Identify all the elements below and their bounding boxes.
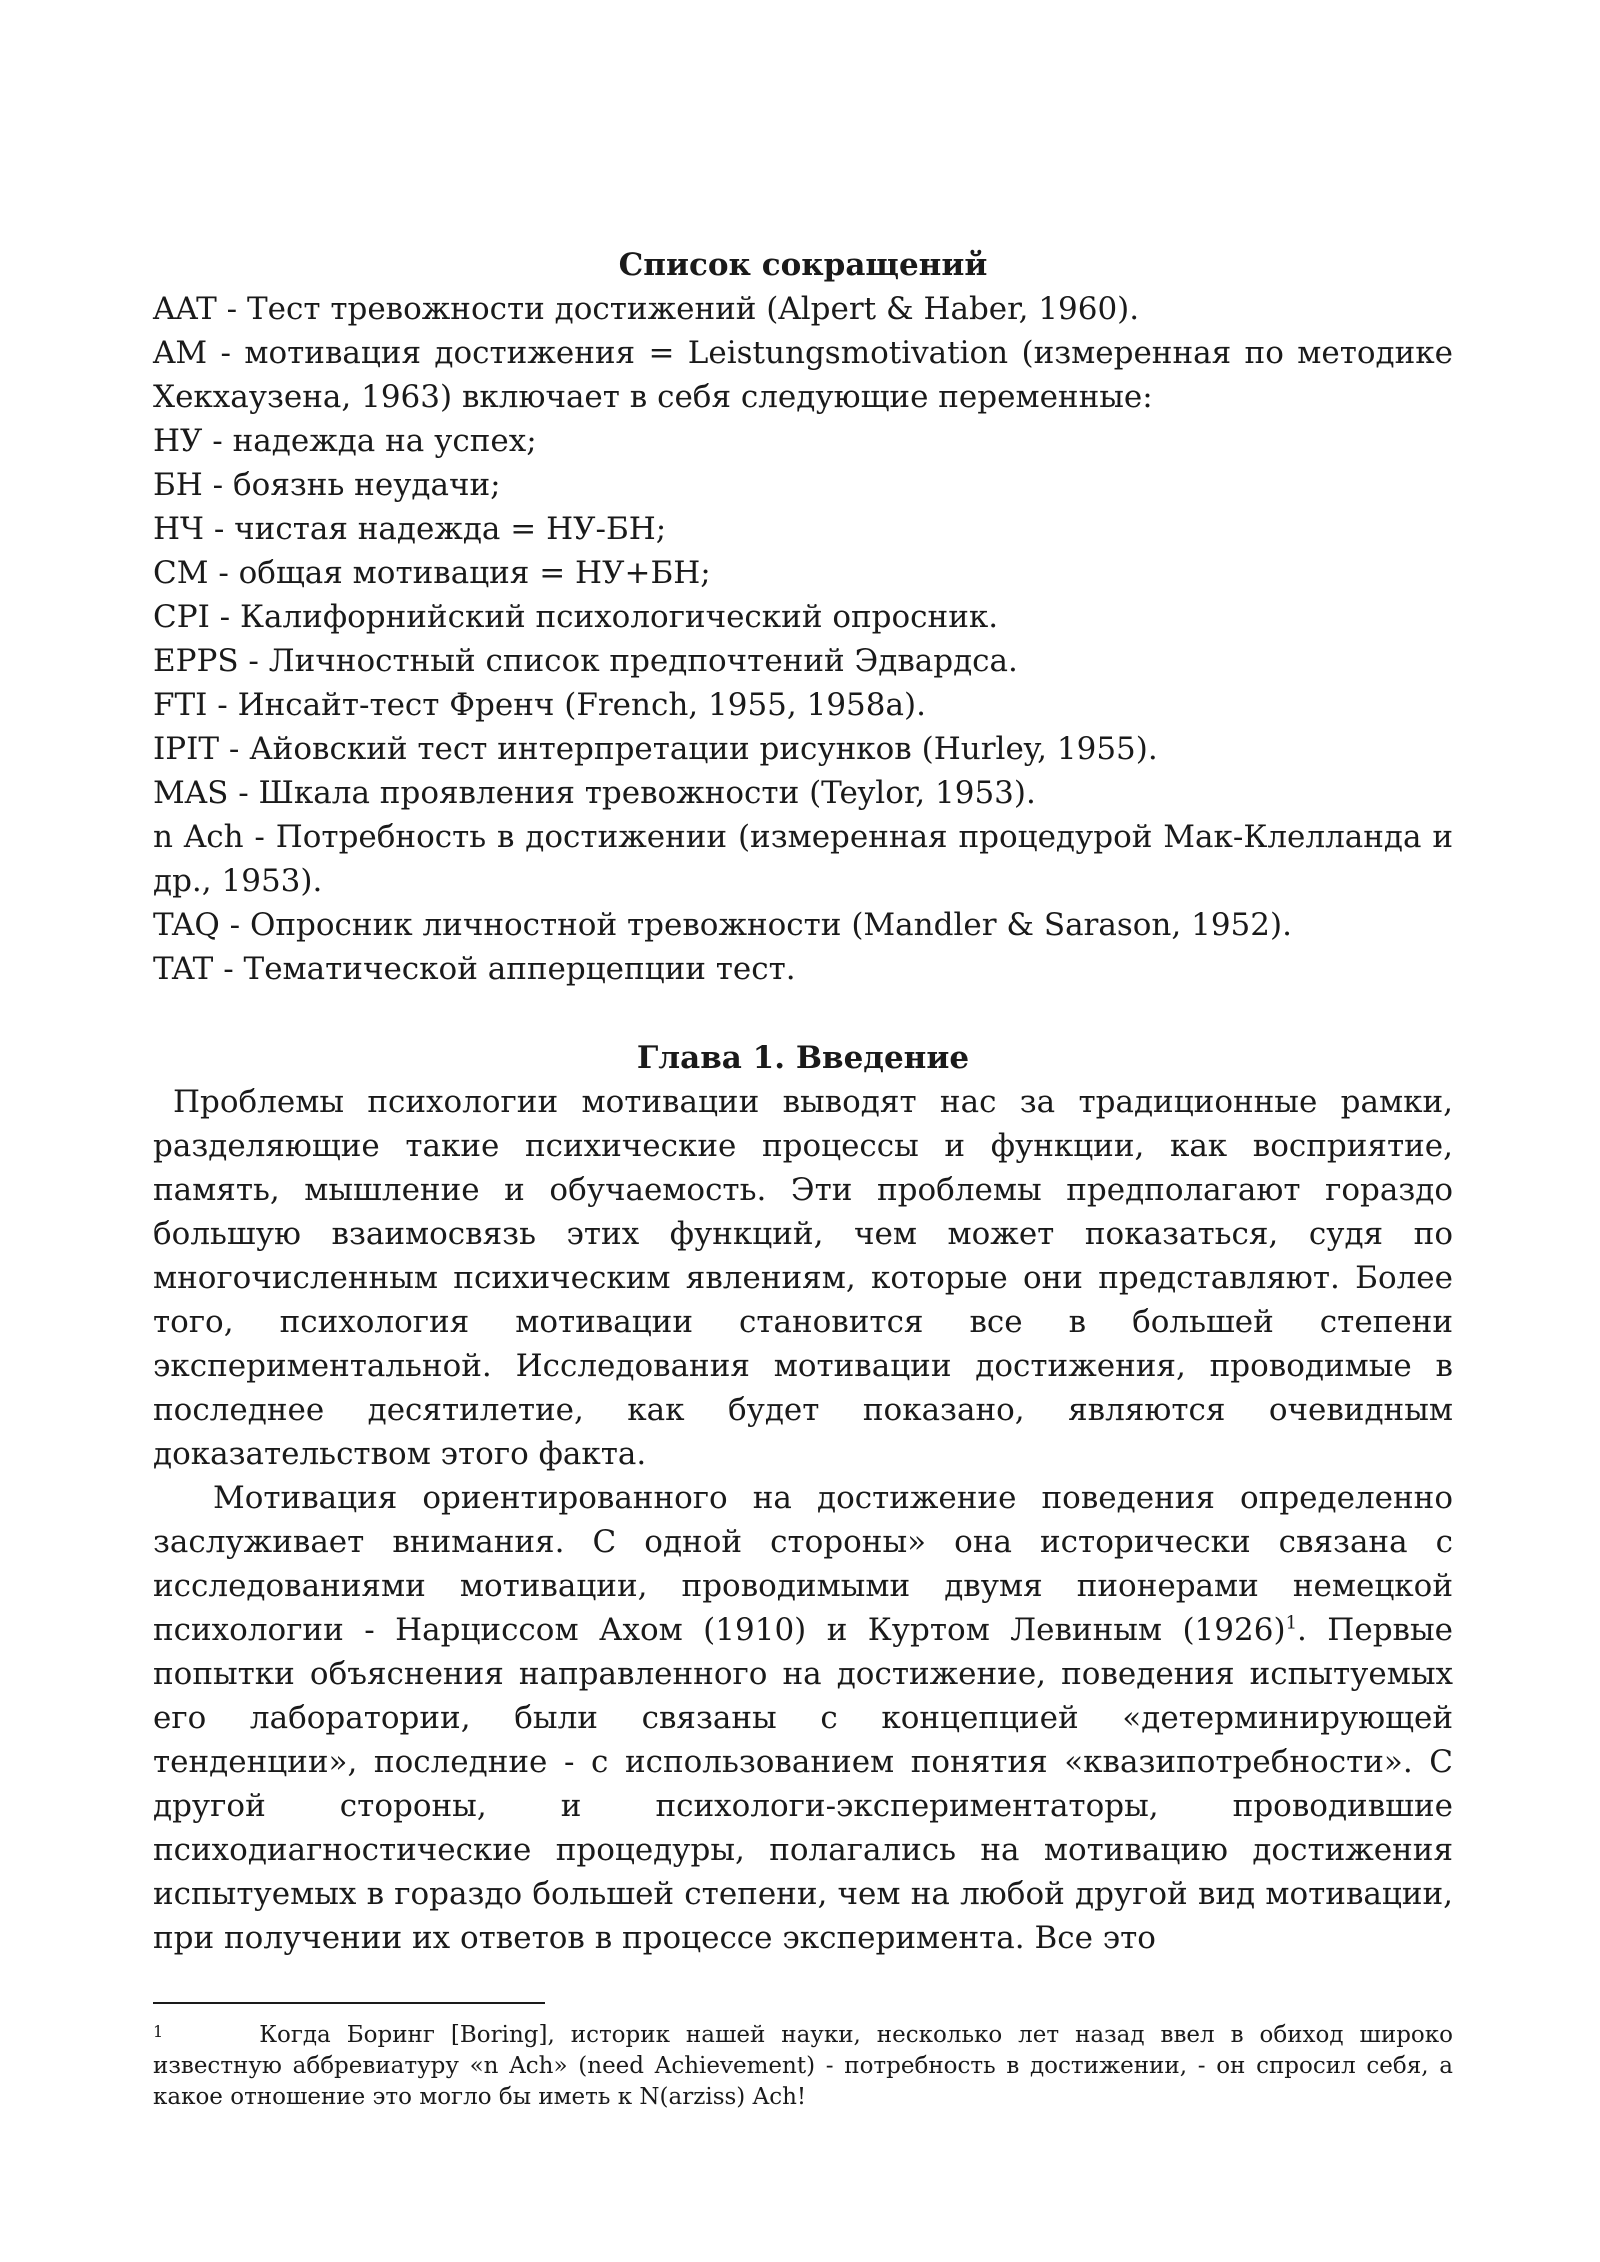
abbreviation-item: CM - общая мотивация = НУ+БН; bbox=[153, 555, 711, 591]
abbreviation-item: НУ - надежда на успех; bbox=[153, 423, 537, 459]
footnote-number: 1 bbox=[153, 2022, 164, 2041]
abbreviation-item: AAT - Тест тревожности достижений (Alpert & Haber, 1960). bbox=[153, 291, 1140, 327]
abbreviations-section bbox=[153, 243, 1453, 991]
chapter-title: Глава 1. Введение bbox=[636, 1040, 970, 1076]
abbreviation-item: TAQ - Опросник личностной тревожности (Mandler & Sarason, 1952). bbox=[153, 907, 1292, 943]
footnote-text: Когда Боринг [Boring], историк нашей науки, несколько лет назад ввел в обиход широко известную аббревиатуру «n Ach» (need Achievement) - потребность в достижении, - он спросил себя, а какое отношение это могло бы иметь к N(arziss) Ach! bbox=[153, 2022, 1453, 2110]
abbreviation-item: n Ach - Потребность в достижении (измеренная процедурой Мак-Клелланда и др., 1953). bbox=[153, 819, 1453, 899]
footnote-separator bbox=[153, 2002, 545, 2004]
footnote bbox=[153, 2020, 1453, 2113]
chapter-paragraph-1: Проблемы психологии мотивации выводят нас за традиционные рамки, разделяющие такие психические процессы и функции, как восприятие, память, мышление и обучаемость. Эти проблемы предполагают гораздо большую взаимосвязь этих функций, чем может показаться, судя по многочисленным психическим явлениям, которые они представляют. Более того, психология мотивации становится все в большей степени экспериментальной. Исследования мотивации достижения, проводимые в последнее десятилетие, как будет показано, являются очевидным доказательством этого факта. bbox=[153, 1084, 1453, 1472]
footnote-reference[interactable]: 1 bbox=[1285, 1612, 1298, 1634]
chapter-section bbox=[153, 1036, 1453, 1960]
paragraph-2-text-start: Мотивация ориентированного на достижение поведения определенно заслуживает внимания. С одной стороны» она исторически связана с исследованиями мотивации, проводимыми двумя пионерами немецкой психологии - Нарциссом Ахом (1910) и Куртом Левиным (1926) bbox=[153, 1480, 1453, 1648]
paragraph-2-text-end: . Первые попытки объяснения направленного на достижение, поведения испытуемых его лаборатории, были связаны с концепцией «детерминирующей тенденции», последние - с использованием понятия «квазипотребности». С другой стороны, и психологи-экспериментаторы, проводившие психодиагностические процедуры, полагались на мотивацию достижения испытуемых в гораздо большей степени, чем на любой другой вид мотивации, при получении их ответов в процессе эксперимента. Все это bbox=[153, 1612, 1454, 1956]
abbreviation-item: MAS - Шкала проявления тревожности (Teylor, 1953). bbox=[153, 775, 1036, 811]
abbreviation-item: БН - боязнь неудачи; bbox=[153, 467, 501, 503]
abbreviation-item: IPIT - Айовский тест интерпретации рисунков (Hurley, 1955). bbox=[153, 731, 1158, 767]
abbreviation-item: TAT - Тематической апперцепции тест. bbox=[153, 951, 796, 987]
abbreviation-item: EPPS - Личностный список предпочтений Эдвардса. bbox=[153, 643, 1018, 679]
abbreviation-item: CPI - Калифорнийский психологический опросник. bbox=[153, 599, 999, 635]
abbreviation-item: НЧ - чистая надежда = НУ-БН; bbox=[153, 511, 667, 547]
abbreviation-item: AM - мотивация достижения = Leistungsmotivation (измеренная по методике Хекхаузена, 1963) включает в себя следующие переменные: bbox=[153, 335, 1453, 415]
abbreviation-item: FTI - Инсайт-тест Френч (French, 1955, 1958а). bbox=[153, 687, 926, 723]
abbreviations-title: Список сокращений bbox=[618, 247, 988, 283]
chapter-paragraph-2 bbox=[153, 1476, 1453, 1960]
